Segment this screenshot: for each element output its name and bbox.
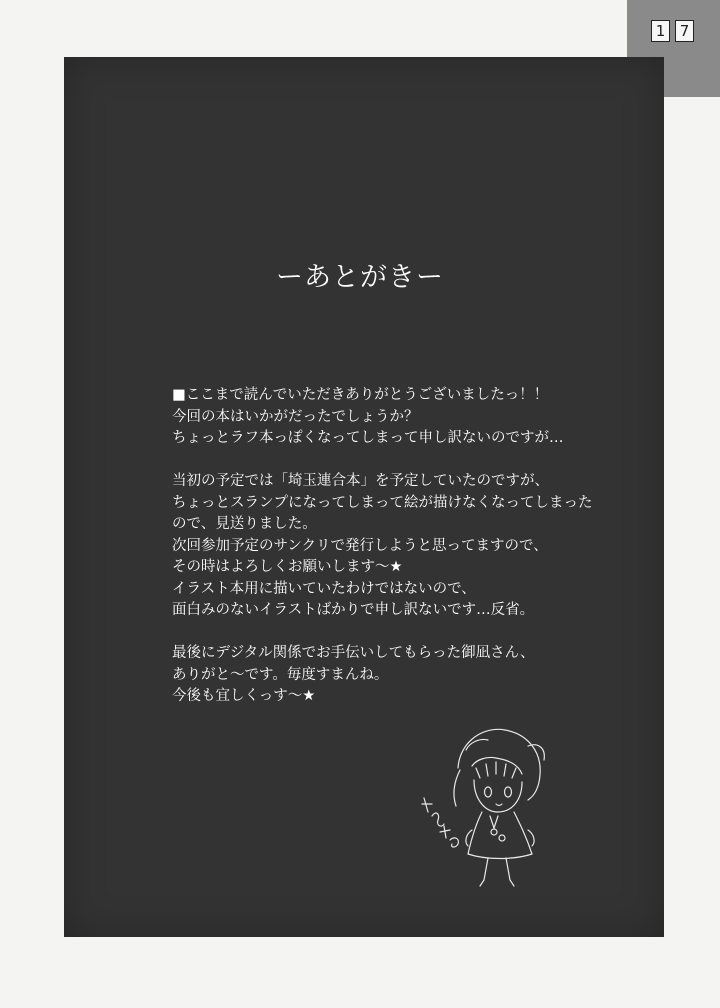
text-line: ■ここまで読んでいただきありがとうございましたっ！！ (172, 387, 549, 403)
text-line: ありがと～です。毎度すまんね。 (172, 666, 389, 683)
text-line: 今後も宜しくっす～★ (172, 688, 316, 704)
text-line: 当初の予定では「埼玉連合本」を予定していたのですが、 (172, 473, 549, 489)
text-line: ちょっとラフ本っぽくなってしまって申し訳ないのですが… (172, 430, 564, 446)
page-number (651, 20, 694, 42)
chibi-character-sketch (410, 720, 590, 895)
page-number-digit: 7 (675, 20, 694, 42)
page-number-digit: 1 (651, 20, 670, 42)
afterword-body (172, 385, 642, 729)
afterword-heading: ーあとがきー (276, 262, 444, 293)
text-line: ので、見送りました。 (172, 516, 317, 532)
paragraph-credits (172, 643, 642, 708)
text-line: 最後にデジタル関係でお手伝いしてもらった御凪さん、 (172, 645, 535, 661)
text-line: その時はよろしくお願いします～★ (172, 559, 403, 575)
text-line: 面白みのないイラストばかりで申し訳ないです…反省。 (172, 602, 535, 618)
text-line: 今回の本はいかがだったでしょうか？ (172, 408, 419, 425)
text-line: 次回参加予定のサンクリで発行しようと思ってますので、 (172, 537, 548, 554)
paragraph-thanks (172, 385, 642, 450)
text-line: ちょっとスランプになってしまって絵が描けなくなってしまった (172, 494, 593, 511)
paragraph-plans (172, 471, 642, 622)
text-line: イラスト本用に描いていたわけではないので、 (172, 580, 476, 597)
